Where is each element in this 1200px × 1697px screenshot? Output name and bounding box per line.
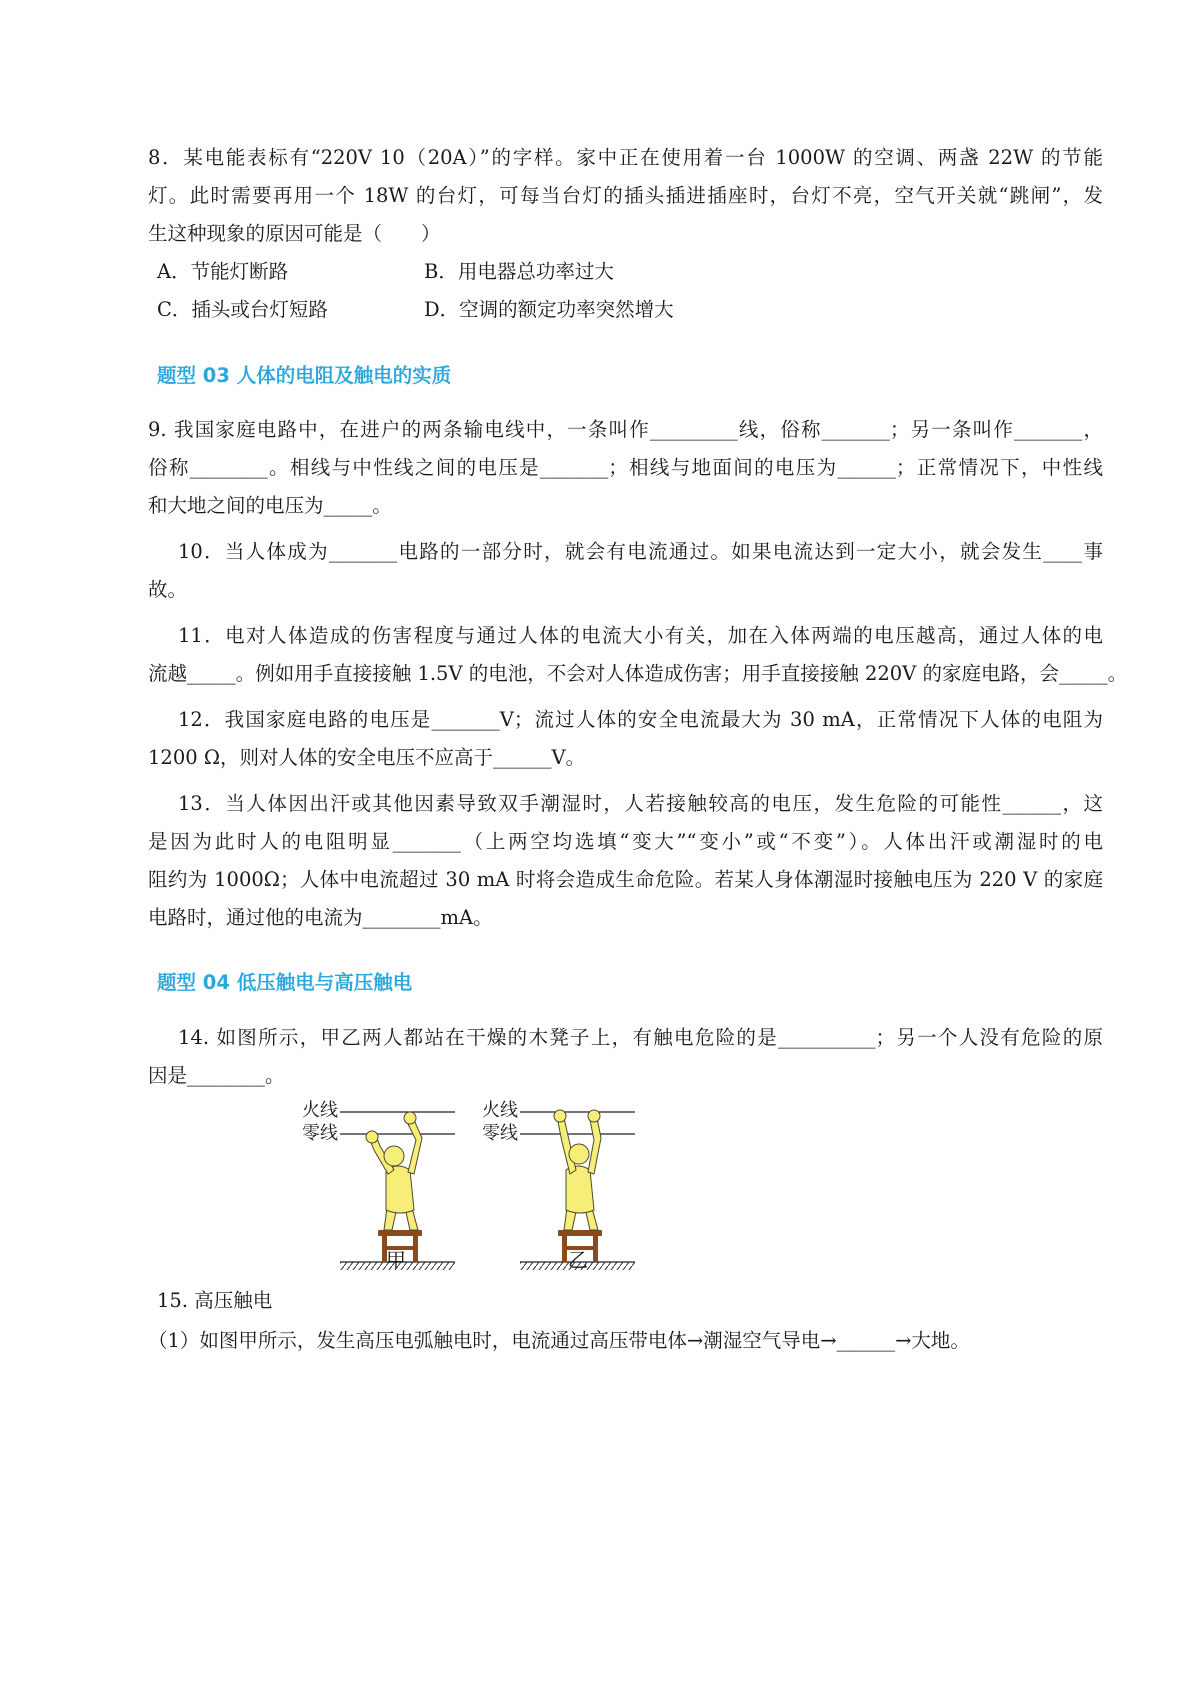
q14-line-1: 14. 如图所示，甲乙两人都站在干燥的木凳子上，有触电危险的是__________；另一个人没有危险的原 <box>178 1026 1103 1049</box>
label-neutral-wire-right: 零线 <box>482 1123 518 1144</box>
label-fire-wire-right: 火线 <box>482 1100 518 1121</box>
q10-line-2: 故。 <box>148 578 188 601</box>
person-right <box>554 1110 601 1230</box>
q8-option-a: A．节能灯断路 <box>157 260 289 283</box>
section-heading-04: 题型 04 低压触电与高压触电 <box>157 971 413 994</box>
q13-line-2: 是因为此时人的电阻明显_______（上两空均选填“变大”“变小”或“不变”）。人体出汗或潮湿时的电 <box>148 830 1103 853</box>
q12-line-2: 1200 Ω，则对人体的安全电压不应高于______V。 <box>148 746 586 769</box>
q12-line-1: 12．我国家庭电路的电压是_______V；流过人体的安全电流最大为 30 mA，正常情况下人体的电阻为 <box>178 708 1103 731</box>
q11-line-1: 11．电对人体造成的伤害程度与通过人体的电流大小有关，加在入体两端的电压越高，通过人体的电 <box>178 624 1103 647</box>
person-left <box>366 1112 422 1230</box>
q13-line-3: 阻约为 1000Ω；人体中电流超过 30 mA 时将会造成生命危险。若某人身体潮湿时接触电压为 220 V 的家庭 <box>148 868 1103 891</box>
q13-line-1: 13．当人体因出汗或其他因素导致双手潮湿时，人若接触较高的电压，发生危险的可能性______，这 <box>178 792 1103 815</box>
q8-line-3: 生这种现象的原因可能是（ ） <box>148 222 441 245</box>
q15-title: 15. 高压触电 <box>157 1289 273 1312</box>
q9-line-2: 俗称________。相线与中性线之间的电压是_______；相线与地面间的电压为______；正常情况下，中性线 <box>148 456 1103 479</box>
scene-right <box>520 1110 635 1270</box>
q10-line-1: 10．当人体成为_______电路的一部分时，就会有电流通过。如果电流达到一定大小，就会发生____事 <box>178 540 1103 563</box>
q8-option-c: C．插头或台灯短路 <box>157 298 328 321</box>
electric-shock-figure <box>290 1090 690 1280</box>
q8-option-d: D．空调的额定功率突然增大 <box>424 298 674 321</box>
q8-line-2: 灯。此时需要再用一个 18W 的台灯，可每当台灯的插头插进插座时，台灯不亮，空气开关就“跳闸”，发 <box>148 184 1103 207</box>
q15-part-1: （1）如图甲所示，发生高压电弧触电时，电流通过高压带电体→潮湿空气导电→______→大地。 <box>148 1329 970 1352</box>
label-neutral-wire-left: 零线 <box>302 1123 338 1144</box>
caption-yi: 乙 <box>568 1248 588 1272</box>
q8-option-b: B．用电器总功率过大 <box>424 260 614 283</box>
q8-line-1: 8．某电能表标有“220V 10（20A）”的字样。家中正在使用着一台 1000W 的空调、两盏 22W 的节能 <box>148 146 1103 169</box>
q11-line-2: 流越_____。例如用手直接接触 1.5V 的电池，不会对人体造成伤害；用手直接接触 220V 的家庭电路，会_____。 <box>148 662 1128 685</box>
q9-line-1: 9. 我国家庭电路中，在进户的两条输电线中，一条叫作_________线，俗称_______；另一条叫作_______， <box>148 418 1103 441</box>
caption-jia: 甲 <box>386 1248 406 1272</box>
q13-line-4: 电路时，通过他的电流为________mA。 <box>148 906 493 929</box>
q9-line-3: 和大地之间的电压为_____。 <box>148 494 392 517</box>
scene-left <box>340 1112 455 1270</box>
label-fire-wire-left: 火线 <box>302 1100 338 1121</box>
section-heading-03: 题型 03 人体的电阻及触电的实质 <box>157 364 452 387</box>
q14-line-2: 因是________。 <box>148 1064 285 1087</box>
